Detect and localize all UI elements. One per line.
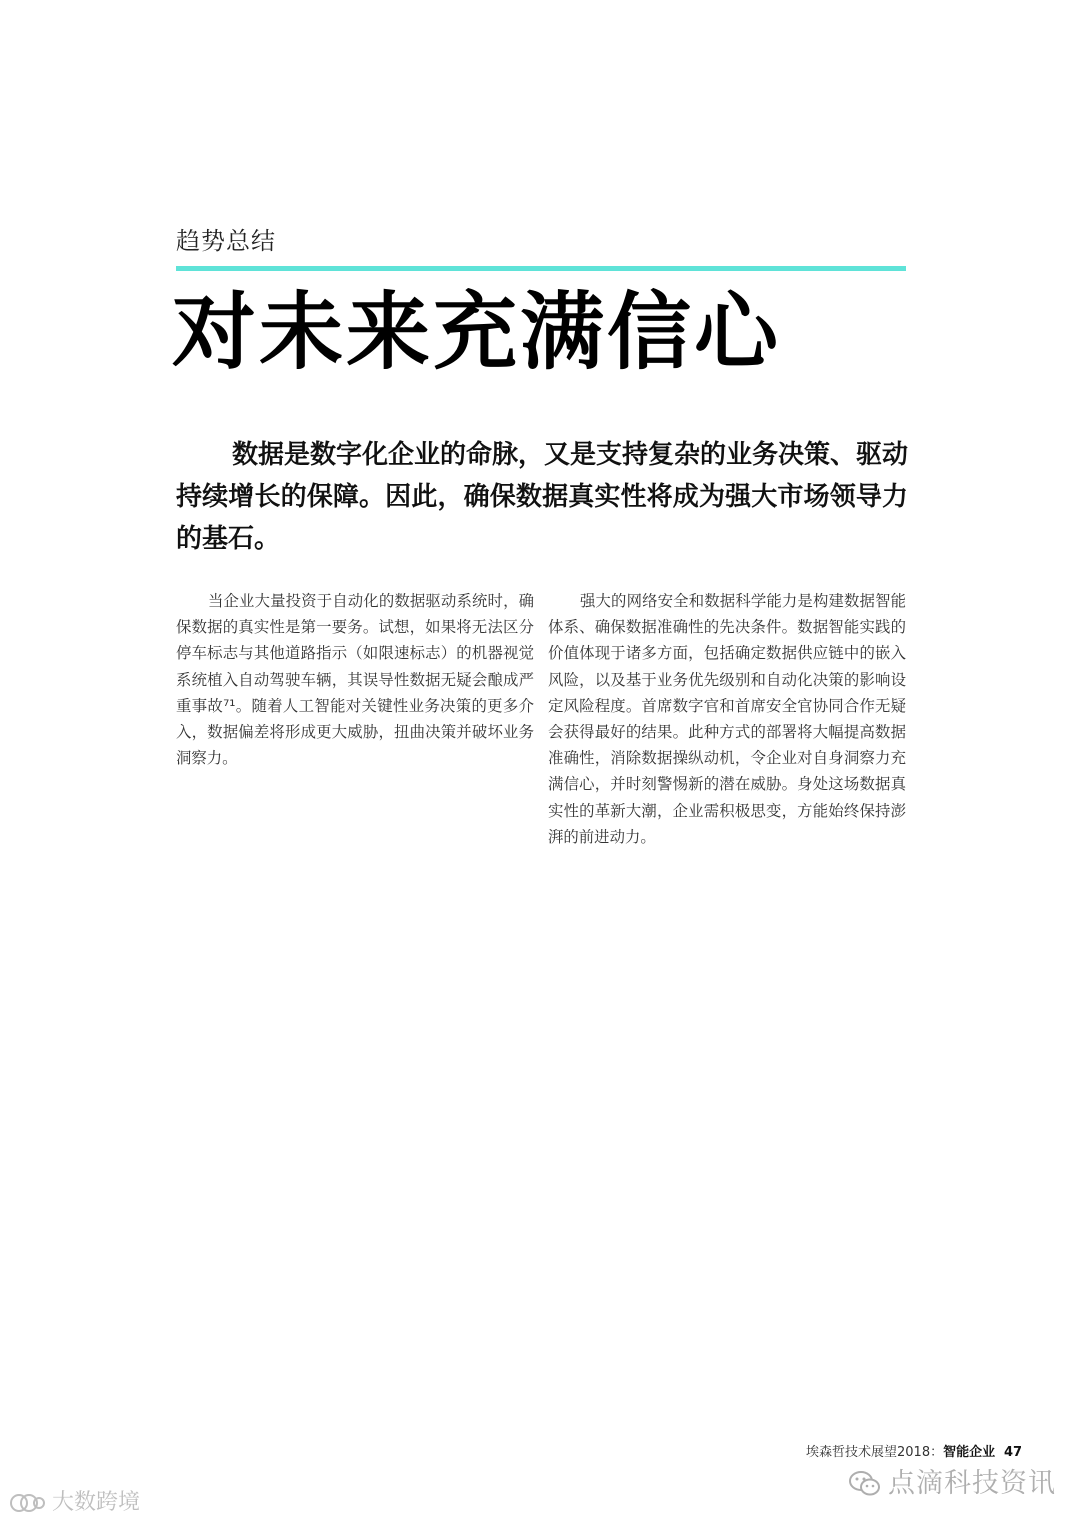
footer-publication-name: 埃森哲技术展望2018： [806, 1445, 944, 1460]
brand-logo-icon [8, 1490, 48, 1516]
page-title: 对未来充满信心 [172, 283, 782, 381]
body-column-left: 当企业大量投资于自动化的数据驱动系统时，确保数据的真实性是第一要务。试想，如果将无法区分停车标志与其他道路指示（如限速标志）的机器视觉系统植入自动驾驶车辆，其误导性数据无疑会酿成严重事故⁷¹。随着人工智能对关键性业务决策的更多介入，数据偏差将形成更大威胁，扭曲决策并破坏业务洞察力。 [176, 592, 534, 768]
watermark-left-text: 大数跨境 [52, 1490, 141, 1515]
page-number: 47 [1004, 1445, 1023, 1460]
wechat-icon [848, 1469, 882, 1499]
watermark-right-text: 点滴科技资讯 [888, 1468, 1056, 1499]
lead-paragraph: 数据是数字化企业的命脉，又是支持复杂的业务决策、驱动持续增长的保障。因此，确保数据真实性将成为强大市场领导力的基石。 [176, 440, 909, 554]
footer-publication [806, 1444, 995, 1462]
body-column-right: 强大的网络安全和数据科学能力是构建数据智能体系、确保数据准确性的先决条件。数据智能实践的价值体现于诸多方面，包括确定数据供应链中的嵌入风险，以及基于业务优先级别和自动化决策的影响设定风险程度。首席数字官和首席安全官协同合作无疑会获得最好的结果。此种方式的部署将大幅提高数据准确性，消除数据操纵动机，令企业对自身洞察力充满信心，并时刻警惕新的潜在威胁。身处这场数据真实性的革新大潮，企业需积极思变，方能始终保持澎湃的前进动力。 [548, 592, 906, 846]
watermark-right [848, 1466, 1056, 1502]
accent-rule [176, 266, 906, 271]
section-label: 趋势总结 [176, 227, 276, 255]
watermark-left [8, 1488, 140, 1518]
footer-section-name: 智能企业 [943, 1445, 996, 1460]
